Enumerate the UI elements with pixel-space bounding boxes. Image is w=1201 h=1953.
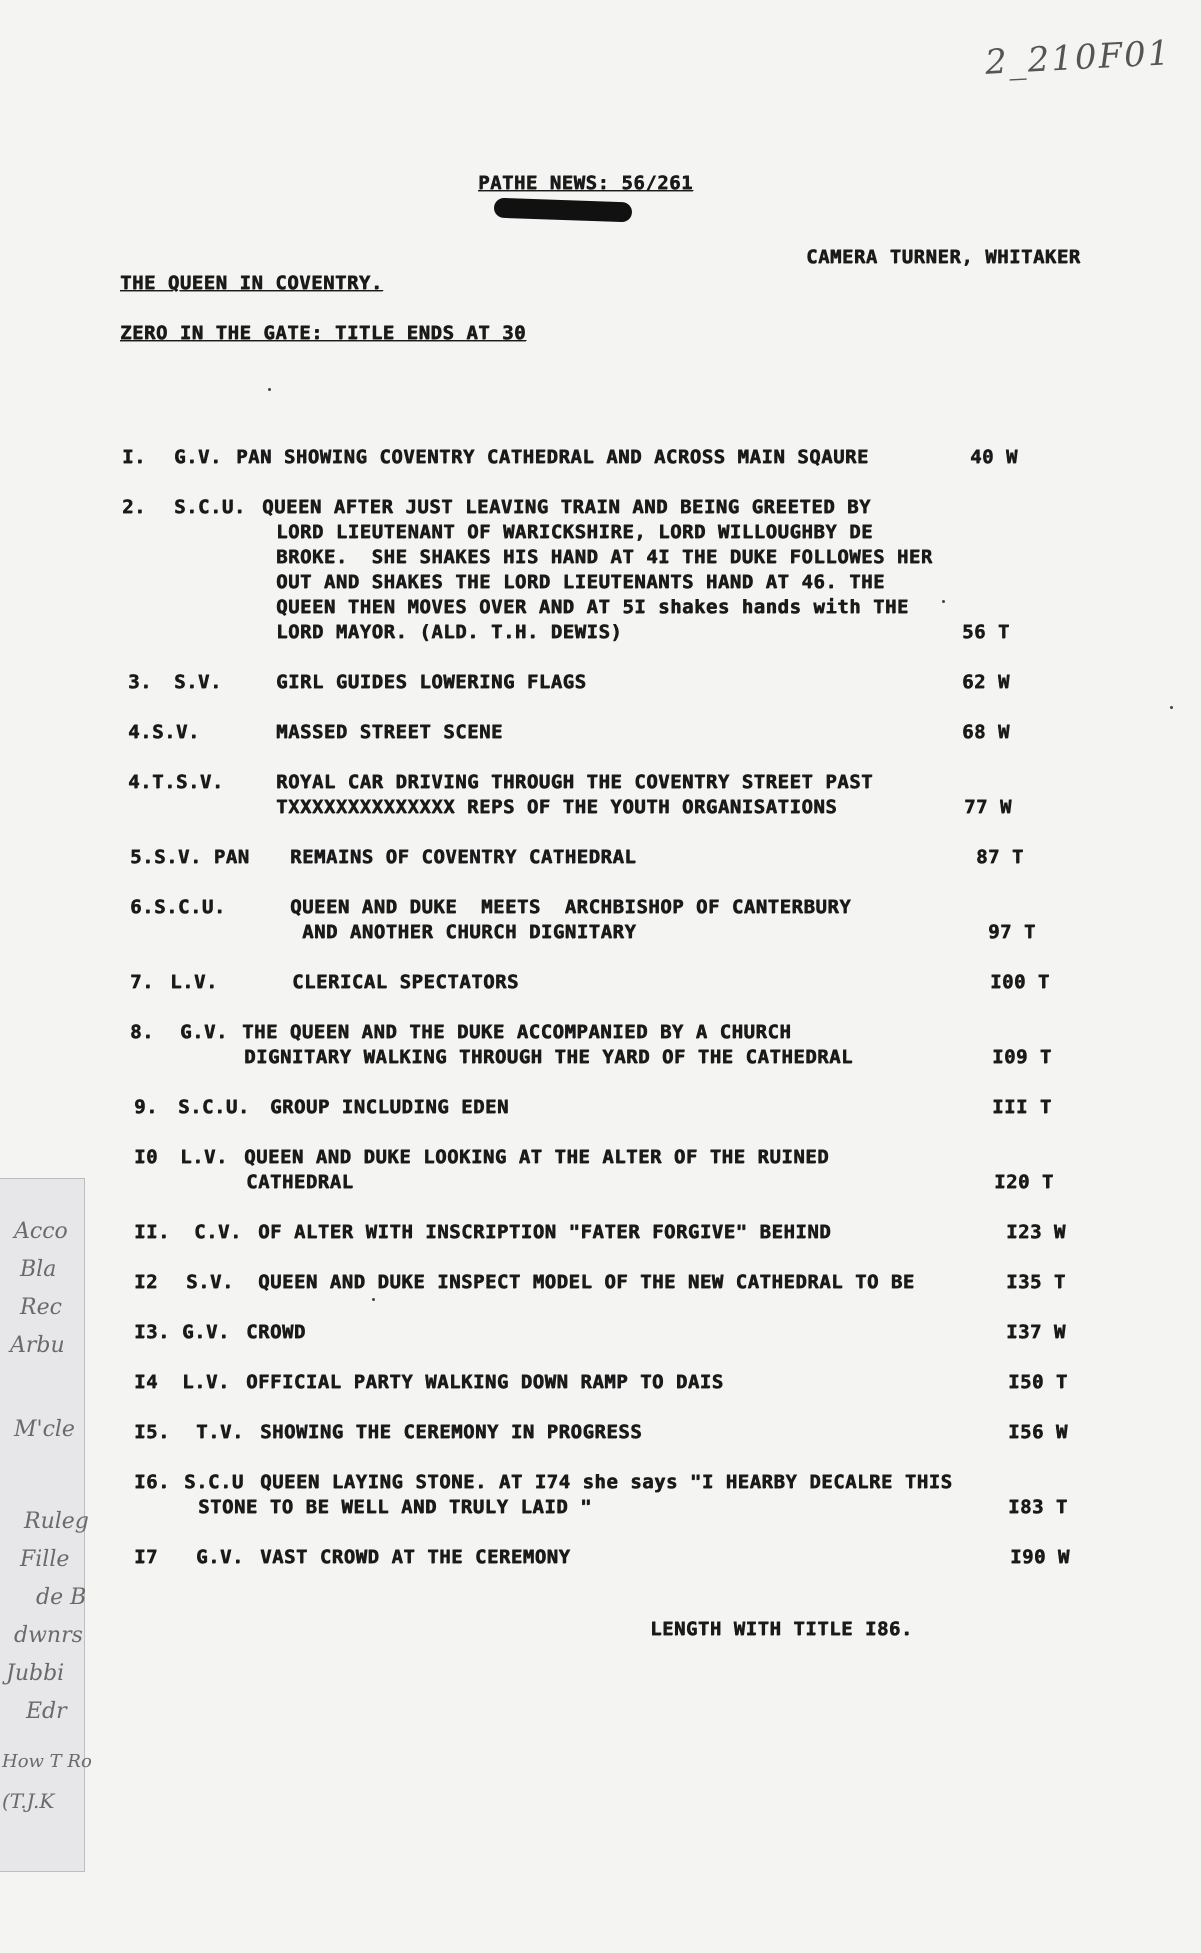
entry-text: THE QUEEN AND THE DUKE ACCOMPANIED BY A CHURCH	[242, 1021, 792, 1043]
entry-time: I00 T	[990, 971, 1050, 993]
entry-code: S.V.	[186, 1271, 234, 1293]
entry-time: I37 W	[1006, 1321, 1066, 1343]
note-line: Edr	[26, 1699, 67, 1724]
entry-time: I50 T	[1008, 1371, 1068, 1393]
entry-code: S.V.	[174, 671, 222, 693]
entry-number: I4	[134, 1371, 158, 1393]
zero-line: ZERO IN THE GATE: TITLE ENDS AT 30	[120, 322, 526, 344]
entry-text: ROYAL CAR DRIVING THROUGH THE COVENTRY STREET PAST	[276, 771, 873, 793]
entry-number: 4.	[128, 771, 152, 793]
entry-time: 40 W	[970, 446, 1018, 468]
entry-number: 9.	[134, 1096, 158, 1118]
note-line: M'cle	[14, 1417, 75, 1442]
entry-text: GIRL GUIDES LOWERING FLAGS	[276, 671, 587, 693]
entry-time: 87 T	[976, 846, 1024, 868]
entry-code: S.V.	[152, 721, 200, 743]
entry-text: QUEEN AND DUKE LOOKING AT THE ALTER OF THE RUINED	[244, 1146, 830, 1168]
entry-text: PAN SHOWING COVENTRY CATHEDRAL AND ACROSS MAIN SQAURE	[236, 446, 869, 468]
entry-code: S.C.U.	[154, 896, 226, 918]
page-title: PATHE NEWS: 56/261	[478, 172, 693, 194]
entry-time: I23 W	[1006, 1221, 1066, 1243]
entry-number: 6.	[130, 896, 154, 918]
entry-code: L.V.	[180, 1146, 228, 1168]
entry-time: 56 T	[962, 621, 1010, 643]
camera-credit: CAMERA TURNER, WHITAKER	[806, 246, 1081, 268]
entry-code: G.V.	[174, 446, 222, 468]
speck	[1170, 706, 1173, 709]
note-line: Fille	[20, 1547, 70, 1572]
entry-number: I.	[122, 446, 146, 468]
entry-text: OF ALTER WITH INSCRIPTION "FATER FORGIVE" BEHIND	[258, 1221, 832, 1243]
entry-time: I56 W	[1008, 1421, 1068, 1443]
length-footer: LENGTH WITH TITLE I86.	[650, 1618, 913, 1640]
note-line: Bla	[20, 1257, 57, 1282]
entry-text: GROUP INCLUDING EDEN	[270, 1096, 509, 1118]
entry-time: I35 T	[1006, 1271, 1066, 1293]
entry-text: QUEEN AND DUKE MEETS ARCHBISHOP OF CANTERBURY	[290, 896, 852, 918]
attached-note	[0, 1178, 92, 1872]
entry-text: LORD MAYOR. (ALD. T.H. DEWIS)	[276, 621, 623, 643]
entry-text: STONE TO BE WELL AND TRULY LAID "	[198, 1496, 592, 1518]
entry-text: DIGNITARY WALKING THROUGH THE YARD OF THE CATHEDRAL	[244, 1046, 853, 1068]
entry-text: MASSED STREET SCENE	[276, 721, 503, 743]
entry-time: I20 T	[994, 1171, 1054, 1193]
entry-code: S.C.U.	[174, 496, 246, 518]
entry-text: CLERICAL SPECTATORS	[292, 971, 519, 993]
entry-text: BROKE. SHE SHAKES HIS HAND AT 4I THE DUKE FOLLOWES HER	[276, 546, 933, 568]
note-line: dwnrs	[14, 1623, 83, 1648]
entry-code: G.V.	[196, 1546, 244, 1568]
entry-code: G.V.	[182, 1321, 230, 1343]
entry-number: I5.	[134, 1421, 170, 1443]
entry-number: I0	[134, 1146, 158, 1168]
note-line: Arbu	[10, 1333, 65, 1358]
entry-number: I3.	[134, 1321, 170, 1343]
entry-number: 8.	[130, 1021, 154, 1043]
note-line: (T.J.K	[2, 1789, 55, 1813]
entry-text: QUEEN AND DUKE INSPECT MODEL OF THE NEW CATHEDRAL TO BE	[258, 1271, 915, 1293]
speck	[942, 600, 945, 603]
story-title: THE QUEEN IN COVENTRY.	[120, 272, 383, 294]
note-line: Rec	[20, 1295, 62, 1320]
entry-number: I7	[134, 1546, 158, 1568]
entry-number: 7.	[130, 971, 154, 993]
entry-time: 62 W	[962, 671, 1010, 693]
note-line: Acco	[14, 1219, 68, 1244]
entry-number: I2	[134, 1271, 158, 1293]
entry-number: 2.	[122, 496, 146, 518]
entry-text: OFFICIAL PARTY WALKING DOWN RAMP TO DAIS	[246, 1371, 724, 1393]
entry-number: 3.	[128, 671, 152, 693]
entry-time: 68 W	[962, 721, 1010, 743]
entry-text: SHOWING THE CEREMONY IN PROGRESS	[260, 1421, 643, 1443]
entry-time: I09 T	[992, 1046, 1052, 1068]
entry-time: 97 T	[988, 921, 1036, 943]
entry-text: QUEEN LAYING STONE. AT I74 she says "I HEARBY DECALRE THIS	[260, 1471, 953, 1493]
entry-text: QUEEN THEN MOVES OVER AND AT 5I shakes hands with THE	[276, 596, 909, 618]
entry-code: T.S.V.	[152, 771, 224, 793]
entry-number: 4.	[128, 721, 152, 743]
entry-code: G.V.	[180, 1021, 228, 1043]
note-line: Jubbi	[6, 1661, 65, 1686]
entry-text: AND ANOTHER CHURCH DIGNITARY	[302, 921, 637, 943]
entry-text: REMAINS OF COVENTRY CATHEDRAL	[290, 846, 637, 868]
redaction-mark	[494, 198, 633, 223]
entry-time: I83 T	[1008, 1496, 1068, 1518]
entry-number: II.	[134, 1221, 170, 1243]
speck	[372, 1298, 375, 1301]
speck	[268, 388, 271, 391]
entry-text: OUT AND SHAKES THE LORD LIEUTENANTS HAND AT 46. THE	[276, 571, 885, 593]
entry-text: QUEEN AFTER JUST LEAVING TRAIN AND BEING GREETED BY	[262, 496, 871, 518]
entry-text: VAST CROWD AT THE CEREMONY	[260, 1546, 571, 1568]
entry-code: L.V.	[182, 1371, 230, 1393]
entry-text: LORD LIEUTENANT OF WARICKSHIRE, LORD WILLOUGHBY DE	[276, 521, 873, 543]
note-line: How T Ro	[2, 1751, 92, 1772]
entry-text: CATHEDRAL	[246, 1171, 354, 1193]
entry-code: L.V.	[170, 971, 218, 993]
entry-code: S.C.U	[184, 1471, 244, 1493]
entry-time: III T	[992, 1096, 1052, 1118]
entry-code: S.V. PAN	[154, 846, 250, 868]
entry-code: S.C.U.	[178, 1096, 250, 1118]
entry-number: I6.	[134, 1471, 170, 1493]
entry-text: CROWD	[246, 1321, 306, 1343]
entry-time: 77 W	[964, 796, 1012, 818]
entry-code: T.V.	[196, 1421, 244, 1443]
entry-time: I90 W	[1010, 1546, 1070, 1568]
archive-number: 2_210F01	[984, 33, 1173, 83]
entry-number: 5.	[130, 846, 154, 868]
note-line: de B	[36, 1585, 87, 1610]
entry-text: TXXXXXXXXXXXXXX REPS OF THE YOUTH ORGANISATIONS	[276, 796, 838, 818]
entry-code: C.V.	[194, 1221, 242, 1243]
note-line: Ruleg	[24, 1509, 89, 1534]
